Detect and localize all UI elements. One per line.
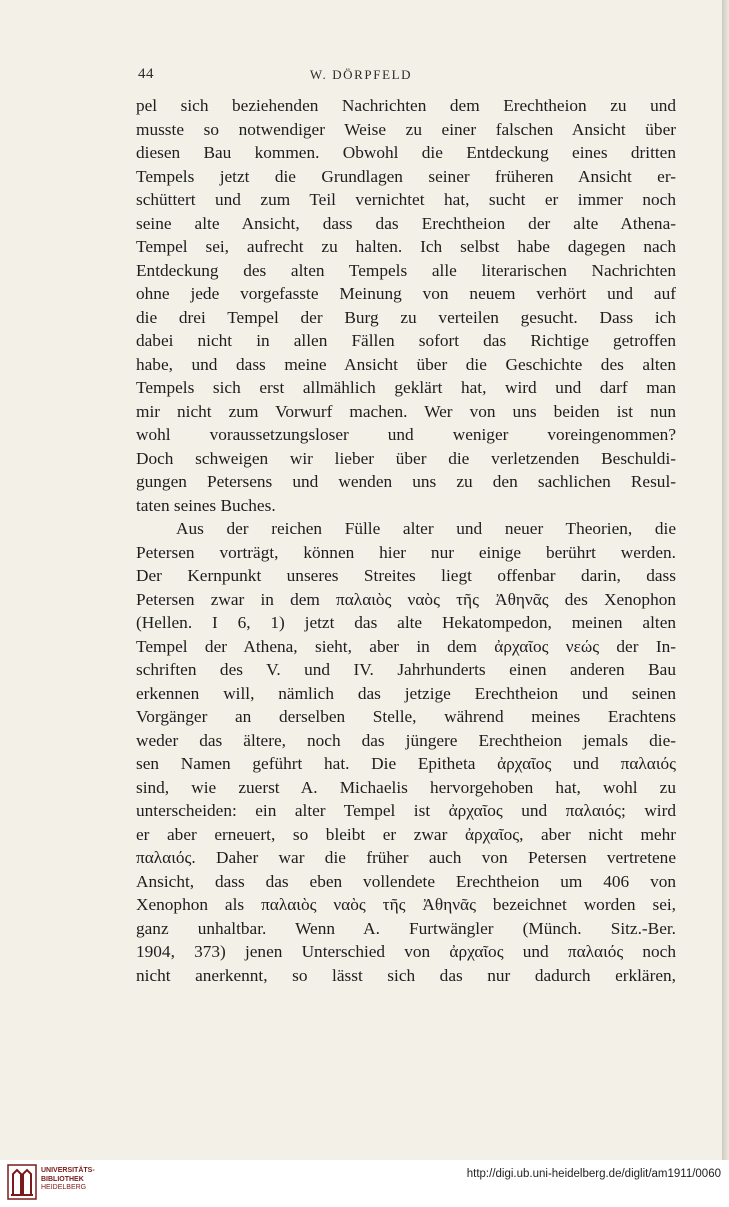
text-line: dabei nicht in allen Fällen sofort das Richtige getroffen xyxy=(136,331,676,350)
text-line: Aus der reichen Fülle alter und neuer Theorien, die xyxy=(176,519,676,538)
text-line: Doch schweigen wir lieber über die verletzenden Beschuldi- xyxy=(136,448,676,468)
text-line: er aber erneuert, so bleibt er zwar ἀρχαῖος, aber nicht mehr xyxy=(136,824,676,844)
text-line: Der Kernpunkt unseres Streites liegt offenbar darin, dass xyxy=(136,566,676,585)
running-head xyxy=(0,66,722,86)
text-line: Tempel der Athena, sieht, aber in dem ἀρχαῖος νεώς der In- xyxy=(136,636,676,656)
text-line: Ansicht, dass das eben vollendete Erechtheion um 406 von xyxy=(136,871,676,891)
text-line: Tempels jetzt die Grundlagen seiner früheren Ansicht er- xyxy=(136,166,676,186)
text-line: wohl voraussetzungsloser und weniger voreingenommen? xyxy=(136,425,676,444)
text-line: nicht anerkennt, so lässt sich das nur dadurch erklären, xyxy=(136,965,676,985)
text-line: pel sich beziehenden Nachrichten dem Erechtheion zu und xyxy=(136,96,676,115)
text-line: habe, und dass meine Ansicht über die Geschichte des alten xyxy=(136,354,676,374)
text-line: παλαιός. Daher war die früher auch von Petersen vertretene xyxy=(136,848,676,867)
running-title: W. DÖRPFELD xyxy=(309,67,413,82)
text-line: ganz unhaltbar. Wenn A. Furtwängler (Münch. Sitz.-Ber. xyxy=(136,918,676,938)
body-text xyxy=(136,94,676,987)
text-line: diesen Bau kommen. Obwohl die Entdeckung eines dritten xyxy=(136,143,676,162)
source-url-link[interactable]: http://digi.ub.uni-heidelberg.de/diglit/am1911/0060 xyxy=(466,1168,721,1180)
text-line: musste so notwendiger Weise zu einer falschen Ansicht über xyxy=(136,119,676,139)
text-line: Tempel sei, aufrecht zu halten. Ich selbst habe dagegen nach xyxy=(136,237,676,256)
text-line: seine alte Ansicht, dass das Erechtheion der alte Athena- xyxy=(136,213,676,233)
page-number: 44 xyxy=(138,66,154,82)
text-line: Entdeckung des alten Tempels alle literarischen Nachrichten xyxy=(136,260,676,280)
text-line: unterscheiden: ein alter Tempel ist ἀρχαῖος und παλαιός; wird xyxy=(136,801,676,820)
text-line: Xenophon als παλαιὸς ναὸς τῆς Ἀθηνᾶς bezeichnet worden sei, xyxy=(136,895,676,914)
library-name-line: HEIDELBERG xyxy=(41,1184,87,1191)
text-line: ohne jede vorgefasste Meinung von neuem verhört und auf xyxy=(136,284,676,303)
text-line: Vorgänger an derselben Stelle, während meines Erachtens xyxy=(136,707,676,726)
text-line: mir nicht zum Vorwurf machen. Wer von uns beiden ist nun xyxy=(136,401,676,421)
text-line: sind, wie zuerst A. Michaelis hervorgehoben hat, wohl zu xyxy=(136,777,676,797)
text-line: Petersen zwar in dem παλαιὸς ναὸς τῆς Ἀθηνᾶς des Xenophon xyxy=(136,589,676,609)
text-line: erkennen will, nämlich das jetzige Erechtheion und seinen xyxy=(136,683,676,703)
text-line: 1904, 373) jenen Unterschied von ἀρχαῖος und παλαιός noch xyxy=(136,942,676,961)
text-line: schüttert und zum Teil vernichtet hat, sucht er immer noch xyxy=(136,190,676,209)
page-edge xyxy=(722,0,729,1160)
library-name xyxy=(41,1167,95,1193)
text-line: schriften des V. und IV. Jahrhunderts einen anderen Bau xyxy=(136,660,676,679)
text-line: Petersen vorträgt, können hier nur einige berührt werden. xyxy=(136,542,676,562)
text-line: weder das ältere, noch das jüngere Erechtheion jemals die- xyxy=(136,730,676,750)
university-library-logo-icon xyxy=(7,1164,37,1200)
text-line: taten seines Buches. xyxy=(136,495,276,515)
text-line: sen Namen geführt hat. Die Epitheta ἀρχαῖος und παλαιός xyxy=(136,754,676,773)
text-line: (Hellen. I 6, 1) jetzt das alte Hekatompedon, meinen alten xyxy=(136,613,676,632)
text-line: gungen Petersens und wenden uns zu den sachlichen Resul- xyxy=(136,472,676,491)
library-name-line: BIBLIOTHEK xyxy=(41,1175,84,1183)
library-name-line: UNIVERSITÄTS- xyxy=(41,1167,95,1174)
text-line: die drei Tempel der Burg zu verteilen gesucht. Dass ich xyxy=(136,307,676,327)
text-line: Tempels sich erst allmählich geklärt hat, wird und darf man xyxy=(136,378,676,397)
